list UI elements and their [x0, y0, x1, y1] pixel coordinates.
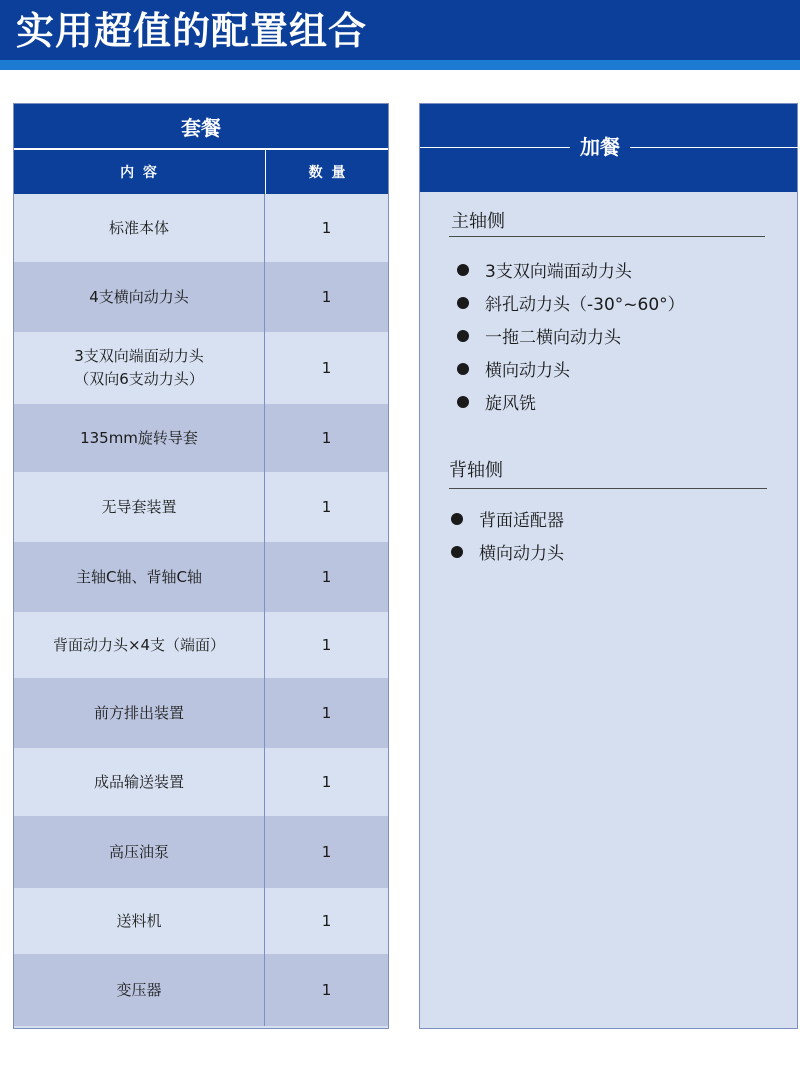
- table-row: [14, 748, 388, 816]
- bullet-icon: [457, 363, 469, 375]
- table-row: [14, 678, 388, 748]
- item-name: [14, 816, 265, 888]
- item-qty: 1: [321, 568, 332, 586]
- table-row: [14, 612, 388, 678]
- header-stripe: [0, 60, 800, 70]
- item-name-line: 标准本体: [108, 218, 169, 237]
- item-name-line: 背面动力头×4支（端面）: [52, 635, 226, 654]
- item-qty: 1: [321, 429, 332, 447]
- item-name-line: 4支横向动力头: [89, 287, 189, 306]
- bullet-icon: [451, 546, 463, 558]
- bullet-icon: [457, 264, 469, 276]
- extras-header-line-left: [420, 147, 570, 148]
- list-item-label: 横向动力头: [485, 361, 570, 381]
- list-item: [457, 319, 685, 352]
- package-column-header: [14, 150, 388, 194]
- table-row: [14, 954, 388, 1026]
- section-title-main-spindle: 主轴侧: [451, 211, 505, 232]
- extras-header: [420, 104, 797, 192]
- table-row: [14, 888, 388, 954]
- list-item-label: 横向动力头: [479, 544, 564, 564]
- package-rows: [14, 194, 388, 1026]
- item-qty: 1: [321, 288, 332, 306]
- item-qty: 1: [321, 843, 332, 861]
- list-item-label: 斜孔动力头（-30°~60°）: [485, 295, 685, 315]
- list-item: [457, 352, 685, 385]
- column-content: 内 容: [120, 165, 159, 181]
- list-item-label: 3支双向端面动力头: [485, 262, 632, 282]
- item-name-line: 主轴C轴、背轴C轴: [76, 567, 202, 586]
- item-name: [14, 472, 265, 542]
- item-name-line: 送料机: [116, 911, 162, 930]
- list-item-label: 一拖二横向动力头: [485, 328, 621, 348]
- list-item: [457, 385, 685, 418]
- item-name: [14, 888, 265, 954]
- item-qty: 1: [321, 912, 332, 930]
- package-title: 套餐: [14, 104, 388, 148]
- item-qty: 1: [321, 704, 332, 722]
- bullet-icon: [457, 297, 469, 309]
- extras-panel: [419, 103, 798, 1029]
- table-row: [14, 404, 388, 472]
- item-name: [14, 262, 265, 332]
- item-name: [14, 332, 265, 404]
- list-item: [451, 535, 564, 568]
- item-name: [14, 194, 265, 262]
- item-qty: 1: [321, 219, 332, 237]
- item-name-line: （双向6支动力头）: [74, 370, 204, 388]
- bullet-icon: [457, 396, 469, 408]
- list-item-label: 旋风铣: [485, 394, 536, 414]
- item-name: [14, 612, 265, 678]
- item-qty: 1: [321, 773, 332, 791]
- table-row: [14, 332, 388, 404]
- item-qty: 1: [321, 359, 332, 377]
- item-qty: 1: [321, 498, 332, 516]
- bullet-icon: [457, 330, 469, 342]
- item-name: [14, 748, 265, 816]
- item-name-line: 高压油泵: [108, 842, 169, 861]
- list-item: [457, 286, 685, 319]
- extras-header-line-right: [630, 147, 799, 148]
- item-name-line: 前方排出装置: [93, 703, 184, 722]
- table-row: [14, 816, 388, 888]
- column-qty: 数 量: [308, 165, 348, 181]
- section-title-back-spindle: 背轴侧: [449, 460, 503, 481]
- header-bar: [0, 0, 800, 60]
- item-qty: 1: [321, 981, 332, 999]
- back-spindle-list: [451, 502, 564, 568]
- section-rule: [449, 488, 767, 489]
- package-table: [13, 103, 389, 1029]
- item-name: [14, 678, 265, 748]
- list-item: [457, 253, 685, 286]
- main-spindle-list: [457, 253, 685, 418]
- item-name-line: 3支双向端面动力头: [74, 347, 204, 365]
- bullet-icon: [451, 513, 463, 525]
- item-name-line: 无导套装置: [101, 497, 177, 516]
- item-name-line: 成品输送装置: [93, 772, 184, 791]
- table-row: [14, 194, 388, 262]
- page-title: 实用超值的配置组合: [16, 9, 368, 53]
- item-name: [14, 542, 265, 612]
- table-row: [14, 542, 388, 612]
- item-name-line: 变压器: [116, 980, 162, 999]
- section-rule: [449, 236, 765, 237]
- table-row: [14, 262, 388, 332]
- table-row: [14, 472, 388, 542]
- item-qty: 1: [321, 636, 332, 654]
- list-item-label: 背面适配器: [479, 511, 564, 531]
- item-name-line: 135mm旋转导套: [80, 428, 198, 447]
- list-item: [451, 502, 564, 535]
- item-name: [14, 954, 265, 1026]
- item-name: [14, 404, 265, 472]
- extras-title: 加餐: [580, 135, 620, 159]
